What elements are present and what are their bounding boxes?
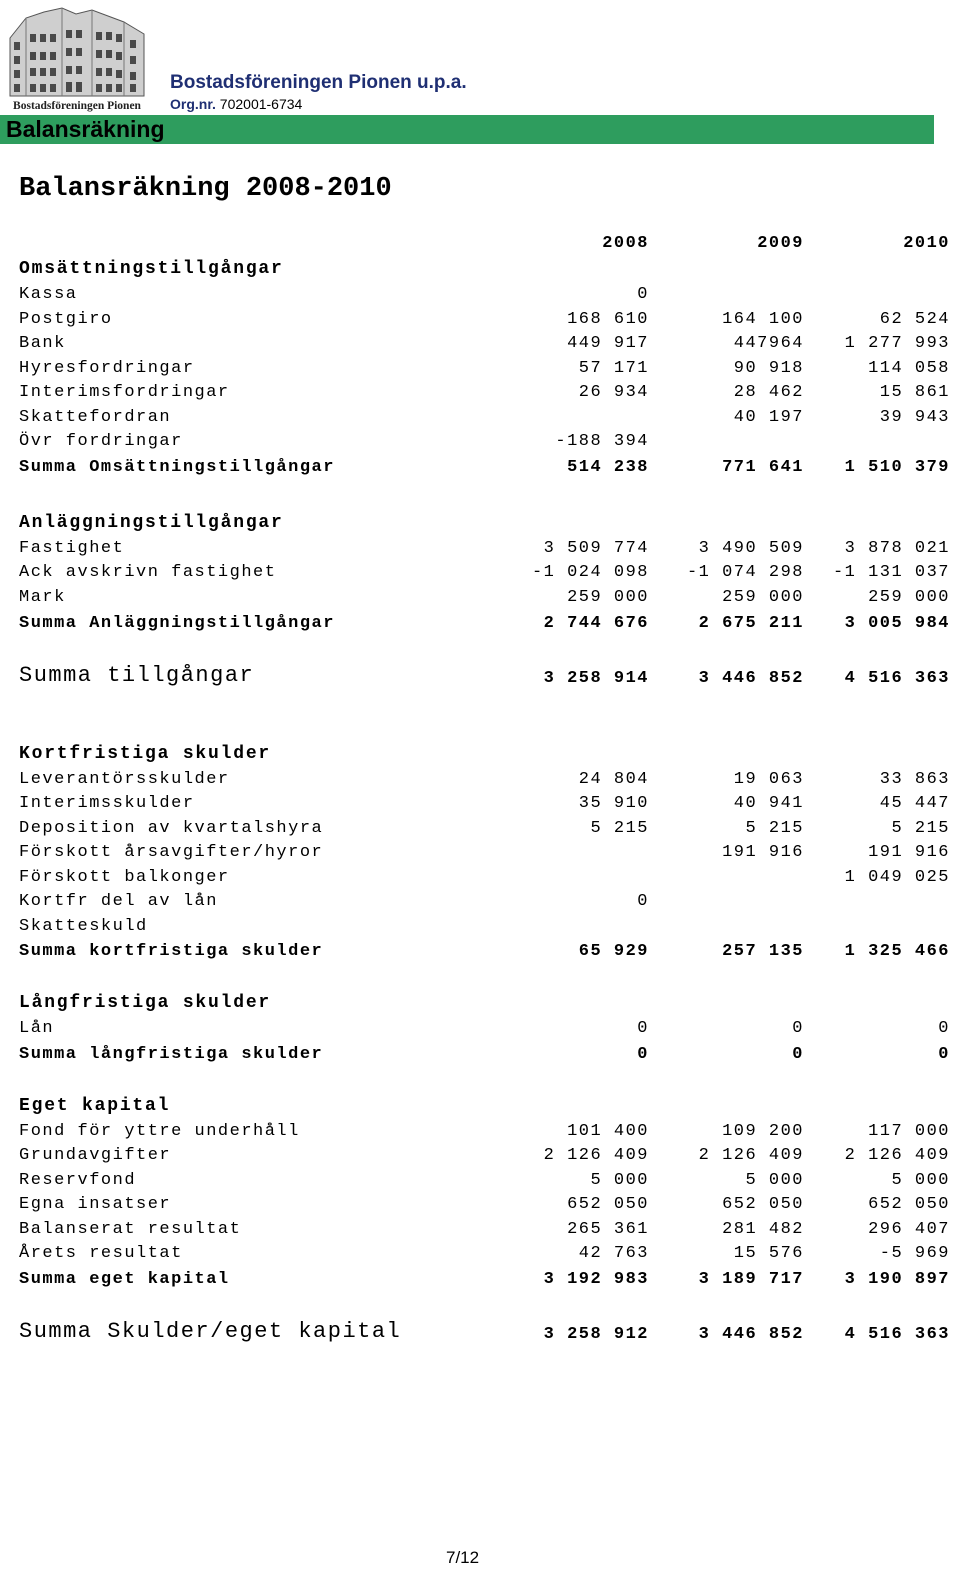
section-heading — [0, 259, 960, 283]
row-label: Reservfond — [19, 1171, 137, 1190]
value-2008: 42 763 — [578, 1244, 649, 1263]
table-row — [0, 383, 960, 407]
value-2008: 3 258 914 — [543, 669, 649, 688]
year-2009: 2009 — [757, 234, 804, 253]
value-2009: 447964 — [733, 334, 804, 353]
value-2009: 191 916 — [722, 843, 804, 862]
value-2009: 90 918 — [733, 359, 804, 378]
table-row — [0, 819, 960, 843]
building-illustration-icon — [4, 4, 150, 112]
value-2008: 0 — [637, 285, 649, 304]
value-2010: 1 277 993 — [844, 334, 950, 353]
table-row — [0, 1146, 960, 1170]
value-2008: 2 126 409 — [543, 1146, 649, 1165]
row-label: Skatteskuld — [19, 917, 148, 936]
row-label: Fastighet — [19, 539, 125, 558]
value-2009: 771 641 — [722, 458, 804, 477]
table-row — [0, 868, 960, 892]
row-label: Fond för yttre underhåll — [19, 1122, 300, 1141]
value-2010: 62 524 — [879, 310, 950, 329]
value-2010: -5 969 — [879, 1244, 950, 1263]
value-2010: 1 510 379 — [844, 458, 950, 477]
row-label: Årets resultat — [19, 1244, 183, 1263]
value-2009: 0 — [792, 1045, 804, 1064]
row-label: Lån — [19, 1019, 55, 1038]
value-2008: 0 — [637, 1045, 649, 1064]
value-2009: 109 200 — [722, 1122, 804, 1141]
value-2008: 3 509 774 — [543, 539, 649, 558]
row-label: Summa tillgångar — [19, 663, 255, 688]
value-2009: -1 074 298 — [686, 563, 804, 582]
value-2010: 4 516 363 — [844, 1325, 950, 1344]
row-label: Deposition av kvartalshyra — [19, 819, 324, 838]
row-label: Summa kortfristiga skulder — [19, 942, 324, 961]
value-2009: 2 675 211 — [698, 614, 804, 633]
value-2010: 3 005 984 — [844, 614, 950, 633]
subtotal-row — [0, 614, 960, 638]
value-2010: 1 049 025 — [844, 868, 950, 887]
value-2008: 65 929 — [578, 942, 649, 961]
value-2010: 114 058 — [868, 359, 950, 378]
value-2009: 5 215 — [745, 819, 804, 838]
organization-name: Bostadsföreningen Pionen u.p.a. — [170, 72, 467, 93]
total-assets-row — [0, 663, 960, 693]
table-row — [0, 359, 960, 383]
year-2008: 2008 — [602, 234, 649, 253]
table-row — [0, 1220, 960, 1244]
subtotal-row — [0, 458, 960, 482]
value-2010: 191 916 — [868, 843, 950, 862]
row-label: Balanserat resultat — [19, 1220, 242, 1239]
row-label: Hyresfordringar — [19, 359, 195, 378]
value-2008: -188 394 — [555, 432, 649, 451]
row-label: Postgiro — [19, 310, 113, 329]
value-2009: 40 197 — [733, 408, 804, 427]
table-row — [0, 1244, 960, 1268]
table-row — [0, 285, 960, 309]
table-row — [0, 1019, 960, 1043]
table-row — [0, 892, 960, 916]
table-row — [0, 310, 960, 334]
year-header-row — [0, 234, 960, 258]
row-label: Summa långfristiga skulder — [19, 1045, 324, 1064]
value-2009: 3 446 852 — [698, 1325, 804, 1344]
section-heading — [0, 513, 960, 537]
banner-title: Balansräkning — [6, 116, 165, 142]
table-row — [0, 563, 960, 587]
row-label: Interimsfordringar — [19, 383, 230, 402]
subtotal-row — [0, 1270, 960, 1294]
section-heading — [0, 744, 960, 768]
value-2008: 24 804 — [578, 770, 649, 789]
row-label: Summa Anläggningstillgångar — [19, 614, 335, 633]
year-2010: 2010 — [903, 234, 950, 253]
table-row — [0, 432, 960, 456]
value-2010: 5 000 — [891, 1171, 950, 1190]
table-row — [0, 588, 960, 612]
row-label: Grundavgifter — [19, 1146, 172, 1165]
value-2008: 3 192 983 — [543, 1270, 649, 1289]
value-2010: 259 000 — [868, 588, 950, 607]
table-row — [0, 794, 960, 818]
value-2008: 514 238 — [567, 458, 649, 477]
table-row — [0, 334, 960, 358]
value-2008: 168 610 — [567, 310, 649, 329]
row-label: Interimsskulder — [19, 794, 195, 813]
row-label: Leverantörsskulder — [19, 770, 230, 789]
heading-text: Eget kapital — [19, 1096, 171, 1116]
value-2010: 39 943 — [879, 408, 950, 427]
row-label: Förskott årsavgifter/hyror — [19, 843, 324, 862]
row-label: Förskott balkonger — [19, 868, 230, 887]
value-2009: 19 063 — [733, 770, 804, 789]
row-label: Summa eget kapital — [19, 1270, 230, 1289]
value-2008: 0 — [637, 1019, 649, 1038]
value-2008: 5 000 — [590, 1171, 649, 1190]
value-2010: 1 325 466 — [844, 942, 950, 961]
value-2010: 33 863 — [879, 770, 950, 789]
value-2008: 449 917 — [567, 334, 649, 353]
value-2009: 0 — [792, 1019, 804, 1038]
heading-text: Långfristiga skulder — [19, 993, 272, 1013]
section-banner — [0, 115, 934, 144]
value-2009: 164 100 — [722, 310, 804, 329]
value-2009: 40 941 — [733, 794, 804, 813]
value-2008: 35 910 — [578, 794, 649, 813]
value-2009: 652 050 — [722, 1195, 804, 1214]
table-row — [0, 539, 960, 563]
row-label: Kassa — [19, 285, 78, 304]
org-nr-value: 702001-6734 — [219, 96, 303, 112]
value-2009: 3 490 509 — [698, 539, 804, 558]
value-2008: 3 258 912 — [543, 1325, 649, 1344]
table-row — [0, 408, 960, 432]
row-label: Ack avskrivn fastighet — [19, 563, 277, 582]
value-2010: 45 447 — [879, 794, 950, 813]
value-2010: 5 215 — [891, 819, 950, 838]
value-2010: 3 878 021 — [844, 539, 950, 558]
row-label: Mark — [19, 588, 66, 607]
value-2010: 15 861 — [879, 383, 950, 402]
heading-text: Anläggningstillgångar — [19, 513, 284, 533]
page-title: Balansräkning 2008-2010 — [19, 174, 392, 204]
value-2009: 281 482 — [722, 1220, 804, 1239]
value-2009: 257 135 — [722, 942, 804, 961]
value-2009: 28 462 — [733, 383, 804, 402]
value-2008: 265 361 — [567, 1220, 649, 1239]
subtotal-row — [0, 1045, 960, 1069]
value-2009: 259 000 — [722, 588, 804, 607]
value-2009: 3 446 852 — [698, 669, 804, 688]
value-2008: 101 400 — [567, 1122, 649, 1141]
value-2010: 4 516 363 — [844, 669, 950, 688]
section-heading — [0, 993, 960, 1017]
value-2008: -1 024 098 — [531, 563, 649, 582]
value-2008: 2 744 676 — [543, 614, 649, 633]
row-label: Övr fordringar — [19, 432, 183, 451]
value-2008: 26 934 — [578, 383, 649, 402]
value-2010: 2 126 409 — [844, 1146, 950, 1165]
value-2008: 652 050 — [567, 1195, 649, 1214]
logo-caption: Bostadsföreningen Pionen — [13, 100, 141, 112]
value-2009: 2 126 409 — [698, 1146, 804, 1165]
page-number: 7/12 — [446, 1548, 480, 1567]
value-2010: 3 190 897 — [844, 1270, 950, 1289]
row-label: Summa Omsättningstillgångar — [19, 458, 335, 477]
organization-number — [170, 96, 302, 112]
table-row — [0, 1171, 960, 1195]
row-label: Egna insatser — [19, 1195, 172, 1214]
row-label: Kortfr del av lån — [19, 892, 218, 911]
heading-text: Omsättningstillgångar — [19, 259, 284, 279]
value-2008: 259 000 — [567, 588, 649, 607]
value-2010: 0 — [938, 1019, 950, 1038]
value-2008: 57 171 — [578, 359, 649, 378]
heading-text: Kortfristiga skulder — [19, 744, 272, 764]
value-2009: 5 000 — [745, 1171, 804, 1190]
value-2010: -1 131 037 — [832, 563, 950, 582]
row-label: Skattefordran — [19, 408, 172, 427]
value-2008: 5 215 — [590, 819, 649, 838]
value-2010: 117 000 — [868, 1122, 950, 1141]
total-liabilities-equity-row — [0, 1319, 960, 1349]
table-row — [0, 1122, 960, 1146]
table-row — [0, 770, 960, 794]
value-2008: 0 — [637, 892, 649, 911]
value-2009: 15 576 — [733, 1244, 804, 1263]
association-logo — [4, 4, 150, 112]
row-label: Bank — [19, 334, 66, 353]
org-nr-label: Org.nr. — [170, 96, 216, 112]
section-heading — [0, 1096, 960, 1120]
table-row — [0, 917, 960, 941]
table-row — [0, 843, 960, 867]
table-row — [0, 1195, 960, 1219]
value-2010: 0 — [938, 1045, 950, 1064]
value-2010: 652 050 — [868, 1195, 950, 1214]
value-2009: 3 189 717 — [698, 1270, 804, 1289]
value-2010: 296 407 — [868, 1220, 950, 1239]
row-label: Summa Skulder/eget kapital — [19, 1319, 402, 1344]
subtotal-row — [0, 942, 960, 966]
